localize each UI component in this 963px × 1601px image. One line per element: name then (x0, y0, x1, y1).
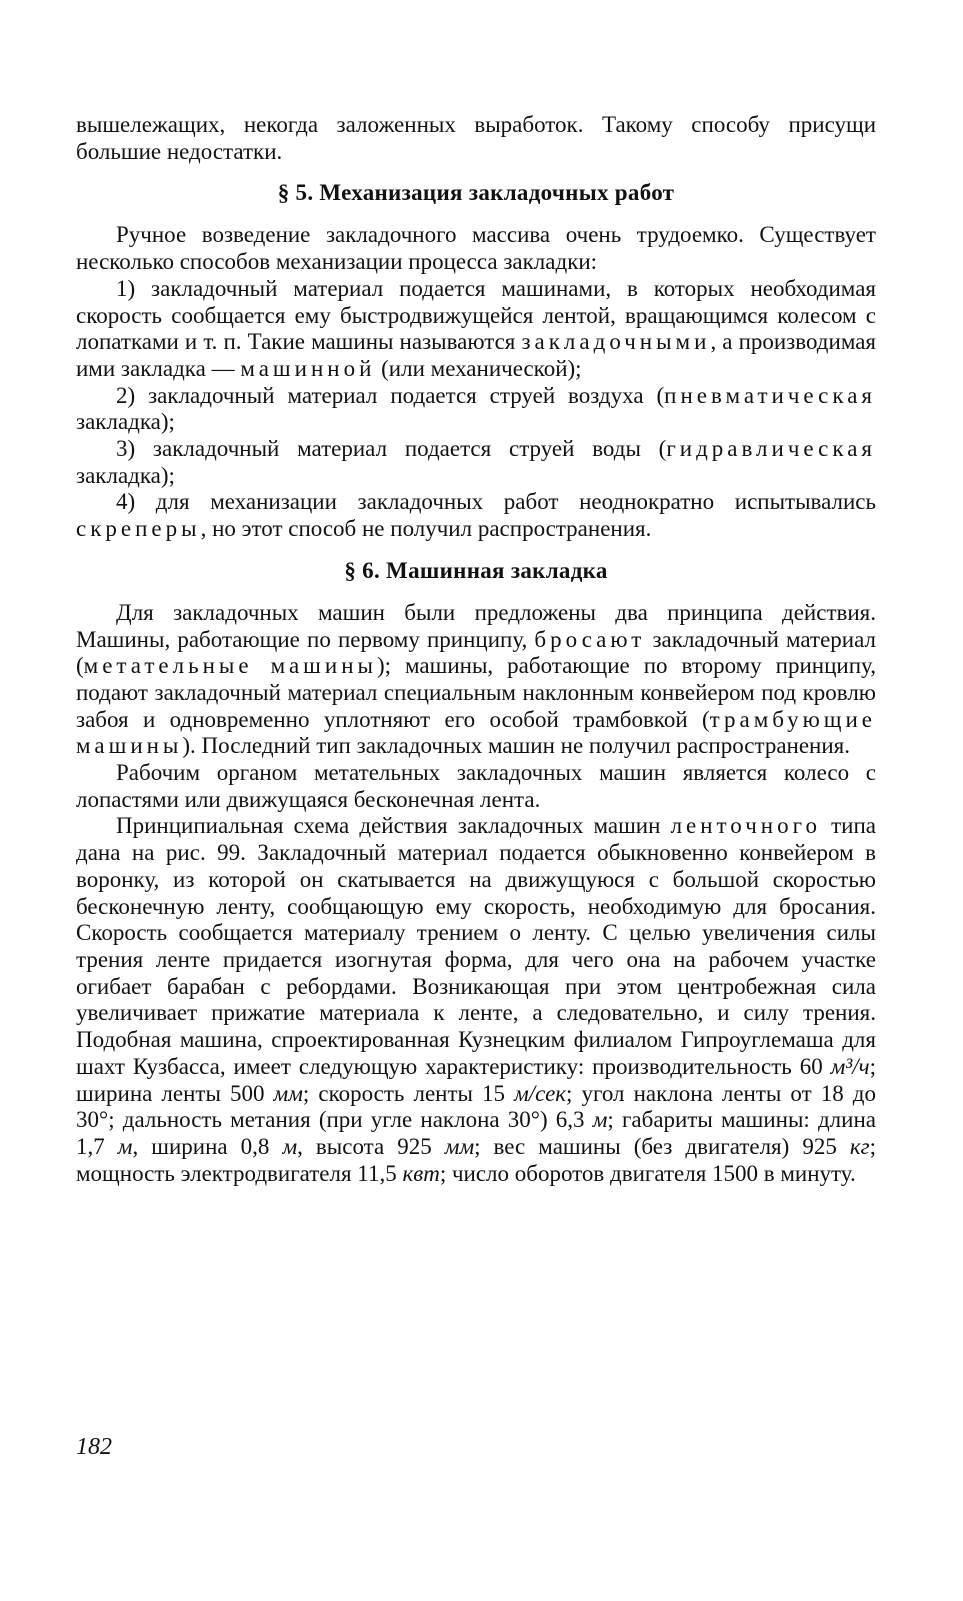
paragraph-6-1 (76, 600, 876, 760)
list-item-2 (76, 383, 876, 436)
term-gidravlicheskaya: гидравлическая (666, 436, 876, 462)
unit-m: м (282, 1133, 298, 1159)
paragraph-5-intro-text: Ручное возведение закладочного массива очень трудоемко. Существует несколько способов механизации процесса закладки: (76, 222, 876, 275)
list-item-1-text: 1) закладочный материал подается машинами, в которых необходимая скорость сообщается ему быстродвижущейся лентой, вращающимся колесом с лопатками и т. п. Такие машины называются (76, 275, 876, 355)
paragraph-6-3-text-g: , ширина 0,8 (132, 1133, 283, 1159)
unit-m: м (592, 1107, 608, 1133)
paragraph-6-3-text-k: ; число оборотов двигателя 1500 в минуту. (439, 1160, 856, 1186)
paragraph-6-1-text-d: ). Последний тип закладочных машин не получил распространения. (182, 733, 851, 759)
section-6-heading: § 6. Машинная закладка (344, 557, 608, 583)
paragraph-6-3-text-i: ; вес машины (без двигателя) 925 (474, 1133, 850, 1159)
list-item-2-text: 2) закладочный материал подается струей воздуха ( (116, 382, 665, 408)
unit-m: м (117, 1133, 133, 1159)
paragraph-6-1-text: Для закладочных машин были предложены два принципа действия. Машины, работающие по первому принципу, (76, 599, 876, 652)
paragraph-6-2 (76, 760, 876, 813)
section-5-heading: § 5. Механизация закладочных работ (277, 180, 675, 206)
paragraph-6-3-text-e: ; угол наклона ленты от 18 до 30°; дальность метания (при угле наклона 30°) 6,3 (76, 1080, 876, 1133)
term-brosayut: бросают (534, 626, 646, 652)
paragraph-intro (76, 112, 876, 165)
list-item-4-text-b: , но этот способ не получил распространения. (200, 516, 652, 542)
term-pnevmaticheskaya: пневматическая (664, 382, 876, 408)
paragraph-6-3-text-c: ; ширина ленты 500 (76, 1053, 876, 1106)
paragraph-6-3-text-b: типа дана на рис. 99. Закладочный материал подается обыкновенно конвейером в воронку, из которой он скатывается на движущуюся с большой скоростью бесконечную ленту, сообщающую ему скорость, необходимую для бросания. Скорость сообщается материалу трением о ленту. С целью увеличения силы трения ленте придается изогнутая форма, для чего она на рабочем участке огибает барабан с ребордами. Возникающая при этом центробежная сила увеличивает прижатие материала к ленте, а следовательно, и силу трения. Подобная машина, спроектированная Кузнецким филиалом Гипроуглемаша для шахт Кузбасса, имеет следующую характеристику: производительность 60 (76, 813, 876, 1079)
page-body (76, 112, 876, 1187)
paragraph-intro-text: вышележащих, некогда заложенных выработок. Такому способу присущи большие недостатки. (76, 112, 876, 164)
list-item-4-text: 4) для механизации закладочных работ неоднократно испытывались (116, 489, 876, 515)
unit-kvt: квт (402, 1160, 440, 1186)
list-item-1 (76, 276, 876, 383)
list-item-1-text-b: , а производимая ими закладка — (76, 329, 877, 381)
unit-mm: мм (273, 1080, 303, 1106)
paragraph-6-3 (76, 813, 876, 1187)
paragraph-6-3-text-j: ; мощность электродвигателя 11,5 (76, 1133, 876, 1186)
term-lentochnogo: ленточного (670, 813, 821, 839)
paragraph-6-3-text: Принципиальная схема действия закладочных машин (116, 813, 671, 839)
unit-m3-per-hour: м³/ч (830, 1053, 870, 1079)
paragraph-6-1-text-c: ); машины, работающие по второму принципу, подают закладочный материал специальным наклонным конвейером под кровлю забоя и одновременно уплотняют его особой трамбовкой ( (76, 653, 876, 732)
paragraph-5-intro (76, 222, 876, 275)
list-item-4 (76, 489, 876, 542)
list-item-3-text-b: закладка); (76, 462, 175, 488)
term-skrepery: скреперы (76, 516, 201, 542)
term-zakladochnye: закладочными (521, 329, 711, 355)
term-mashinnoy: машинной (240, 355, 376, 381)
unit-mm: мм (444, 1133, 475, 1159)
paragraph-6-1-text-b: закладочный материал ( (76, 626, 876, 679)
paragraph-6-3-text-h: , высота 925 (297, 1133, 445, 1159)
list-item-2-text-b: закладка); (76, 409, 175, 435)
paragraph-6-3-text-d: ; скорость ленты 15 (302, 1080, 515, 1106)
unit-m-per-sec: м/сек (514, 1080, 567, 1106)
page-number: 182 (76, 1434, 112, 1460)
list-item-3-text: 3) закладочный материал подается струей воды ( (116, 436, 667, 462)
list-item-3 (76, 436, 876, 489)
list-item-1-text-c: (или механической); (375, 355, 582, 381)
paragraph-6-3-text-f: ; габариты машины: длина 1,7 (76, 1107, 876, 1159)
paragraph-6-2-text: Рабочим органом метательных закладочных машин является колесо с лопастями или движущаяся бесконечная лента. (76, 760, 876, 812)
term-metatelnye-mashiny: метательные машины (83, 653, 377, 679)
unit-kg: кг (849, 1133, 870, 1159)
term-trambuyushchie-mashiny: трамбующие машины (76, 706, 876, 759)
